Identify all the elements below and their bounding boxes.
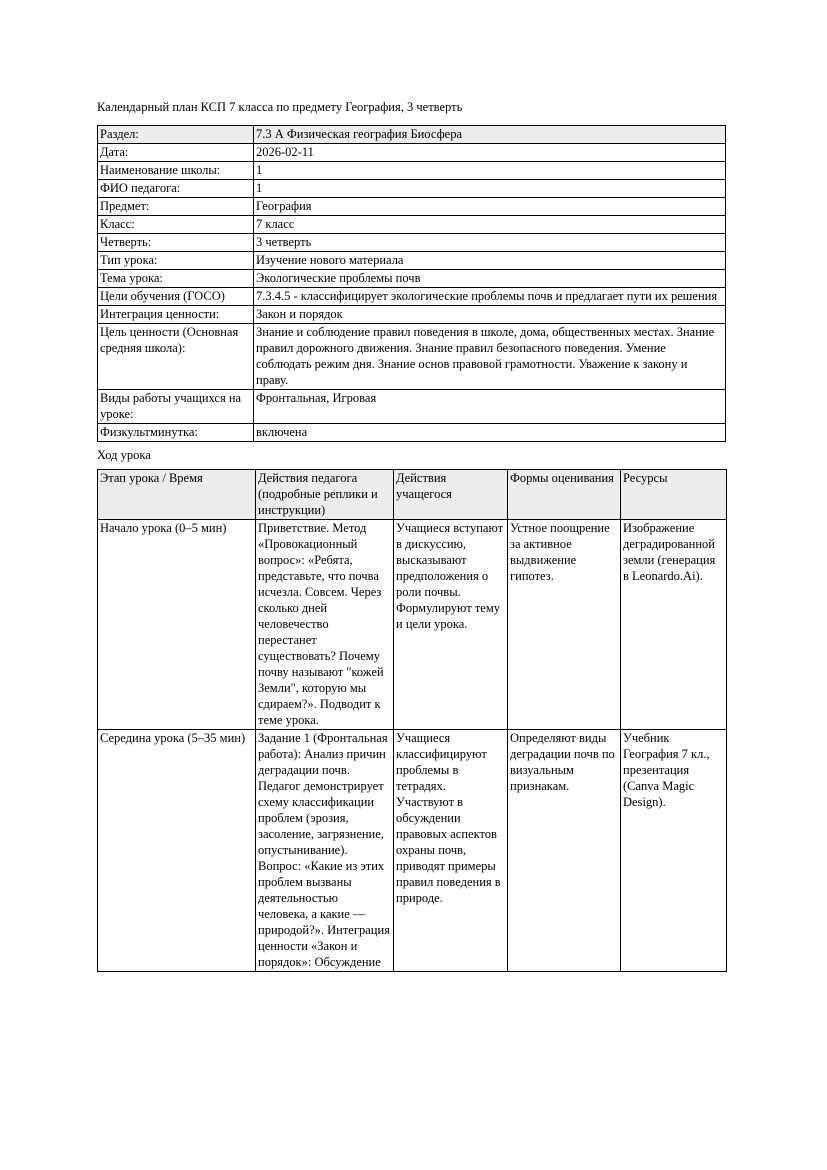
info-row-lesson-type <box>98 252 726 270</box>
info-label-cell: Класс: <box>98 216 254 234</box>
info-row-subject <box>98 198 726 216</box>
info-label-cell: Цели обучения (ГОСО) <box>98 288 254 306</box>
student-actions-cell: Учащиеся классифицируют проблемы в тетрадях. Участвуют в обсуждении правовых аспектов охраны почв, приводят примеры правил поведения в природе. <box>394 730 508 972</box>
info-row-values-integration <box>98 306 726 324</box>
info-value-cell: Фронтальная, Игровая <box>254 390 726 424</box>
info-value-cell: Знание и соблюдение правил поведения в школе, дома, общественных местах. Знание правил дорожного движения. Знание правил безопасного поведения. Умение соблюдать режим дня. Знание основ правовой грамотности. Уважение к закону и праву. <box>254 324 726 390</box>
info-row-values-goal <box>98 324 726 390</box>
info-row-quarter <box>98 234 726 252</box>
info-label-cell: Интеграция ценности: <box>98 306 254 324</box>
info-label-cell: Тема урока: <box>98 270 254 288</box>
info-row-teacher <box>98 180 726 198</box>
lesson-header-stage: Этап урока / Время <box>98 470 256 520</box>
lesson-header-assessment: Формы оценивания <box>508 470 621 520</box>
info-value-cell: 1 <box>254 162 726 180</box>
lesson-header-student-actions: Действия учащегося <box>394 470 508 520</box>
assessment-cell: Определяют виды деградации почв по визуальным признакам. <box>508 730 621 972</box>
resources-cell: Учебник География 7 кл., презентация (Canva Magic Design). <box>621 730 727 972</box>
lesson-header-teacher-actions: Действия педагога (подробные реплики и инструкции) <box>256 470 394 520</box>
info-row-work-types <box>98 390 726 424</box>
info-row-class <box>98 216 726 234</box>
info-label-cell: Цель ценности (Основная средняя школа): <box>98 324 254 390</box>
info-label-cell: Виды работы учащихся на уроке: <box>98 390 254 424</box>
info-row-razdel <box>98 126 726 144</box>
info-value-cell: 7.3.4.5 - классифицирует экологические проблемы почв и предлагает пути их решения <box>254 288 726 306</box>
lesson-info-table <box>97 125 726 442</box>
info-row-school <box>98 162 726 180</box>
lesson-row-start <box>98 520 727 730</box>
student-actions-cell: Учащиеся вступают в дискуссию, высказывают предположения о роли почвы. Формулируют тему и цели урока. <box>394 520 508 730</box>
assessment-cell: Устное поощрение за активное выдвижение гипотез. <box>508 520 621 730</box>
teacher-actions-cell: Задание 1 (Фронтальная работа): Анализ причин деградации почв. Педагог демонстрирует схему классификации проблем (эрозия, засоление, загрязнение, опустынивание). Вопрос: «Какие из этих проблем вызваны деятельностью человека, а какие — природой?». Интеграция ценности «Закон и порядок»: Обсуждение <box>256 730 394 972</box>
info-value-cell: включена <box>254 424 726 442</box>
stage-cell: Середина урока (5–35 мин) <box>98 730 256 972</box>
info-label-cell: Наименование школы: <box>98 162 254 180</box>
info-label-cell: Тип урока: <box>98 252 254 270</box>
resources-cell: Изображение деградированной земли (генерация в Leonardo.Ai). <box>621 520 727 730</box>
lesson-flow-table <box>97 469 727 972</box>
lesson-header-row <box>98 470 727 520</box>
info-label-cell: Дата: <box>98 144 254 162</box>
info-value-cell: 1 <box>254 180 726 198</box>
info-value-cell: Изучение нового материала <box>254 252 726 270</box>
info-value-cell: Закон и порядок <box>254 306 726 324</box>
info-value-cell: География <box>254 198 726 216</box>
info-value-cell: 2026-02-11 <box>254 144 726 162</box>
info-row-physical-minute <box>98 424 726 442</box>
page-title: Календарный план КСП 7 класса по предмету География, 3 четверть <box>97 100 463 114</box>
info-value-cell: 7.3 А Физическая география Биосфера <box>254 126 726 144</box>
info-label-cell: Раздел: <box>98 126 254 144</box>
info-label-cell: Предмет: <box>98 198 254 216</box>
info-row-lesson-topic <box>98 270 726 288</box>
info-row-date <box>98 144 726 162</box>
lesson-flow-heading: Ход урока <box>97 448 151 462</box>
info-value-cell: 3 четверть <box>254 234 726 252</box>
lesson-header-resources: Ресурсы <box>621 470 727 520</box>
stage-cell: Начало урока (0–5 мин) <box>98 520 256 730</box>
info-label-cell: Физкультминутка: <box>98 424 254 442</box>
info-label-cell: Четверть: <box>98 234 254 252</box>
teacher-actions-cell: Приветствие. Метод «Провокационный вопрос»: «Ребята, представьте, что почва исчезла. Совсем. Через сколько дней человечество перестанет существовать? Почему почву называют "кожей Земли", которую мы сдираем?». Подводит к теме урока. <box>256 520 394 730</box>
info-value-cell: 7 класс <box>254 216 726 234</box>
lesson-row-middle <box>98 730 727 972</box>
info-label-cell: ФИО педагога: <box>98 180 254 198</box>
info-value-cell: Экологические проблемы почв <box>254 270 726 288</box>
info-row-goals <box>98 288 726 306</box>
